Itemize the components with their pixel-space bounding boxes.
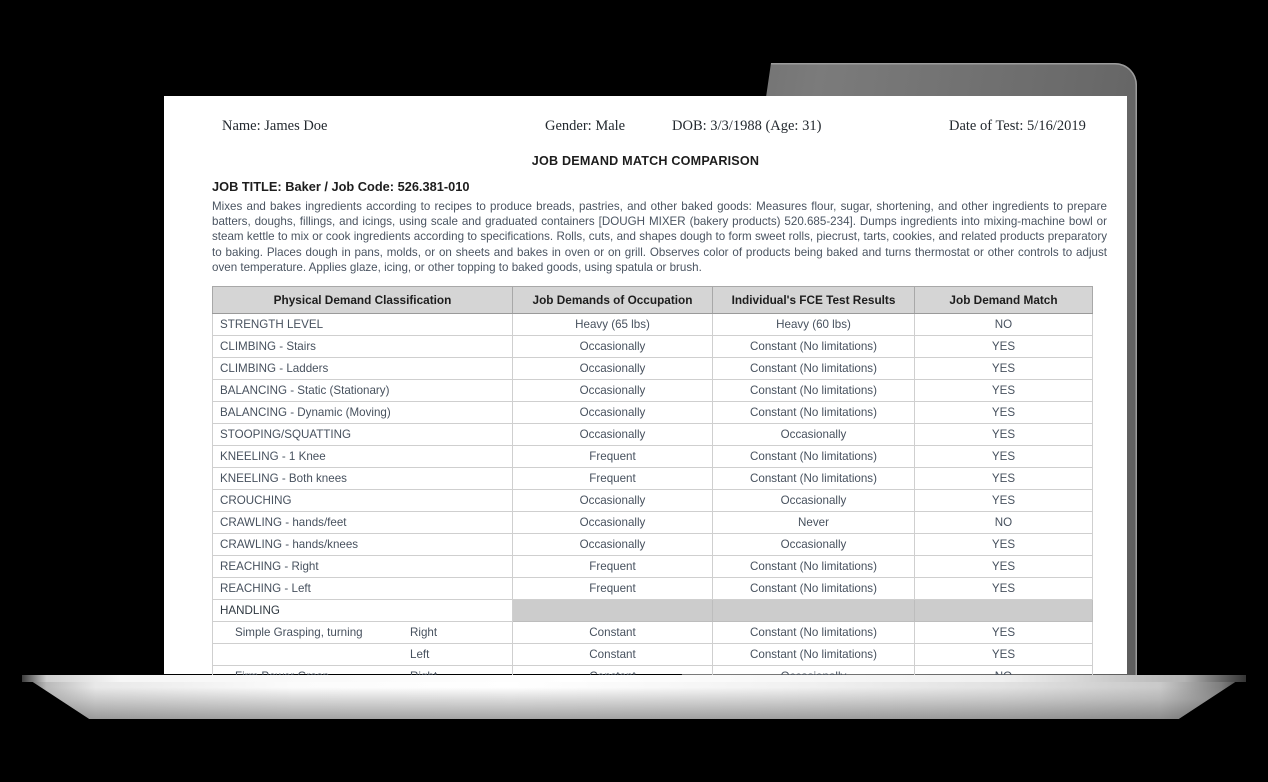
- demand-label: CRAWLING - hands/knees: [220, 538, 359, 551]
- cell-physical-demand: [213, 468, 513, 490]
- demand-label: BALANCING - Static (Stationary): [220, 384, 390, 397]
- cell-job-demand-match: YES: [915, 336, 1093, 358]
- job-demand-match-table: [212, 286, 1093, 688]
- demand-label: STRENGTH LEVEL: [220, 318, 324, 331]
- table-row: [213, 600, 1093, 622]
- demand-side-label: Right: [410, 626, 438, 639]
- column-header-job-demand-match: Job Demand Match: [915, 287, 1093, 314]
- cell-physical-demand: [213, 534, 513, 556]
- cell-fce-result: Constant (No limitations): [713, 644, 915, 666]
- table-row: [213, 358, 1093, 380]
- cell-job-demand: Occasionally: [513, 512, 713, 534]
- demand-label: KNEELING - 1 Knee: [220, 450, 326, 463]
- patient-dob: DOB: 3/3/1988 (Age: 31): [672, 118, 822, 134]
- cell-job-demand-match: YES: [915, 622, 1093, 644]
- patient-name: Name: James Doe: [222, 118, 328, 134]
- table-row: [213, 336, 1093, 358]
- job-description: Mixes and bakes ingredients according to recipes to produce breads, pastries, and other baked goods: Measures flour, sugar, shortening, and other ingredients to prepare batters, doughs, fillings, and icings, using scale and graduated containers [DOUGH MIXER (bakery products) 520.685-234]. Dumps ingredients into mixing-machine bowl or steam kettle to mix or cook ingredients according to specifications. Rolls, cuts, and shapes dough to form sweet rolls, piecrust, tarts, cookies, and related products preparatory to baking. Places dough in pans, molds, or on sheets and bakes in oven or on grill. Observes color of products being baked and turns thermostat or other controls to adjust oven temperature. Applies glaze, icing, or other topping to baked goods, using spatula or brush.: [212, 200, 1107, 274]
- cell-fce-result: Constant (No limitations): [713, 446, 915, 468]
- cell-job-demand-match: YES: [915, 556, 1093, 578]
- laptop-screen: [164, 96, 1127, 674]
- table-row: [213, 490, 1093, 512]
- demand-label: BALANCING - Dynamic (Moving): [220, 406, 391, 419]
- cell-job-demand: [513, 600, 713, 622]
- cell-fce-result: [713, 600, 915, 622]
- cell-job-demand: Frequent: [513, 578, 713, 600]
- cell-physical-demand: [213, 380, 513, 402]
- patient-header: [164, 118, 1127, 138]
- demand-label: Simple Grasping, turning: [235, 626, 363, 639]
- cell-fce-result: Occasionally: [713, 424, 915, 446]
- cell-job-demand: Heavy (65 lbs): [513, 314, 713, 336]
- cell-fce-result: Occasionally: [713, 534, 915, 556]
- cell-job-demand-match: YES: [915, 402, 1093, 424]
- cell-fce-result: Never: [713, 512, 915, 534]
- table-header-row: [213, 287, 1093, 314]
- column-header-physical-demand-classification: Physical Demand Classification: [213, 287, 513, 314]
- cell-job-demand-match: NO: [915, 314, 1093, 336]
- table-row: [213, 644, 1093, 666]
- cell-job-demand-match: YES: [915, 490, 1093, 512]
- demand-label: REACHING - Right: [220, 560, 319, 573]
- cell-job-demand-match: YES: [915, 534, 1093, 556]
- cell-job-demand: Constant: [513, 622, 713, 644]
- cell-physical-demand: [213, 622, 513, 644]
- cell-job-demand: Occasionally: [513, 402, 713, 424]
- cell-physical-demand: [213, 578, 513, 600]
- table-row: [213, 380, 1093, 402]
- table-row: [213, 534, 1093, 556]
- page-title: JOB DEMAND MATCH COMPARISON: [531, 154, 760, 168]
- table-row: [213, 578, 1093, 600]
- cell-physical-demand: [213, 490, 513, 512]
- demand-label: CROUCHING: [220, 494, 292, 507]
- cell-job-demand: Occasionally: [513, 336, 713, 358]
- cell-fce-result: Constant (No limitations): [713, 556, 915, 578]
- cell-fce-result: Constant (No limitations): [713, 336, 915, 358]
- demand-label: STOOPING/SQUATTING: [220, 428, 351, 441]
- cell-job-demand-match: YES: [915, 358, 1093, 380]
- cell-physical-demand: [213, 358, 513, 380]
- table-row: [213, 468, 1093, 490]
- demand-side-label: Left: [410, 648, 430, 661]
- table-header: [213, 287, 1093, 314]
- demand-label: CLIMBING - Stairs: [220, 340, 316, 353]
- job-title-line: JOB TITLE: Baker / Job Code: 526.381-010: [212, 179, 470, 194]
- cell-physical-demand: [213, 600, 513, 622]
- cell-job-demand-match: YES: [915, 446, 1093, 468]
- demand-label: CRAWLING - hands/feet: [220, 516, 347, 529]
- cell-job-demand-match: YES: [915, 468, 1093, 490]
- table-row: [213, 446, 1093, 468]
- cell-fce-result: Constant (No limitations): [713, 578, 915, 600]
- cell-job-demand: Occasionally: [513, 358, 713, 380]
- cell-fce-result: Constant (No limitations): [713, 622, 915, 644]
- column-header-job-demands-of-occupation: Job Demands of Occupation: [513, 287, 713, 314]
- cell-fce-result: Heavy (60 lbs): [713, 314, 915, 336]
- document-page: [164, 96, 1127, 674]
- cell-fce-result: Occasionally: [713, 490, 915, 512]
- cell-physical-demand: [213, 402, 513, 424]
- cell-job-demand: Frequent: [513, 556, 713, 578]
- cell-job-demand: Frequent: [513, 446, 713, 468]
- cell-job-demand: Frequent: [513, 468, 713, 490]
- cell-job-demand: Occasionally: [513, 490, 713, 512]
- cell-job-demand: Constant: [513, 644, 713, 666]
- table-row: [213, 314, 1093, 336]
- cell-physical-demand: [213, 644, 513, 666]
- cell-job-demand-match: [915, 600, 1093, 622]
- table-row: [213, 556, 1093, 578]
- cell-physical-demand: [213, 336, 513, 358]
- table-row: [213, 424, 1093, 446]
- demand-label: REACHING - Left: [220, 582, 311, 595]
- cell-fce-result: Constant (No limitations): [713, 380, 915, 402]
- demand-label: CLIMBING - Ladders: [220, 362, 329, 375]
- cell-job-demand-match: YES: [915, 644, 1093, 666]
- cell-physical-demand: [213, 424, 513, 446]
- date-of-test: Date of Test: 5/16/2019: [949, 118, 1086, 134]
- table-row: [213, 402, 1093, 424]
- laptop-base-lip: [22, 675, 1246, 682]
- cell-job-demand-match: YES: [915, 424, 1093, 446]
- demand-label: HANDLING: [220, 604, 280, 617]
- table-row: [213, 622, 1093, 644]
- cell-job-demand: Occasionally: [513, 424, 713, 446]
- demand-label: KNEELING - Both knees: [220, 472, 347, 485]
- cell-fce-result: Constant (No limitations): [713, 358, 915, 380]
- cell-physical-demand: [213, 512, 513, 534]
- table-row: [213, 512, 1093, 534]
- cell-job-demand-match: YES: [915, 380, 1093, 402]
- cell-physical-demand: [213, 446, 513, 468]
- table-body: [213, 314, 1093, 688]
- column-header-individuals-fce-test-results: Individual's FCE Test Results: [713, 287, 915, 314]
- cell-job-demand: Occasionally: [513, 534, 713, 556]
- cell-job-demand-match: NO: [915, 512, 1093, 534]
- cell-job-demand: Occasionally: [513, 380, 713, 402]
- cell-fce-result: Constant (No limitations): [713, 402, 915, 424]
- cell-fce-result: Constant (No limitations): [713, 468, 915, 490]
- cell-job-demand-match: YES: [915, 578, 1093, 600]
- patient-gender: Gender: Male: [545, 118, 626, 134]
- cell-physical-demand: [213, 556, 513, 578]
- cell-physical-demand: [213, 314, 513, 336]
